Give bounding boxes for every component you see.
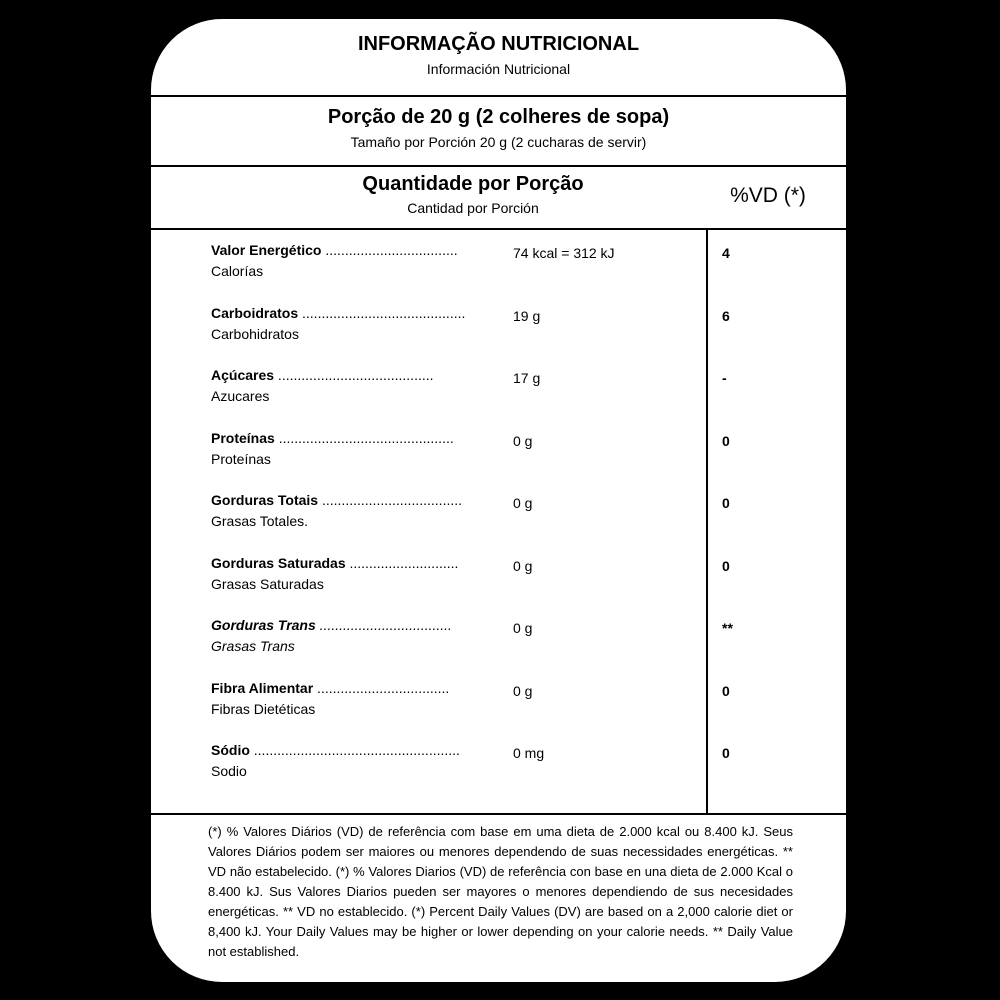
nutrient-amount: 0 g (513, 558, 533, 574)
nutrient-name: Gorduras Saturadas ............................ (211, 555, 459, 571)
divider-columns (151, 228, 846, 230)
nutrient-row-saturated-fat (151, 555, 846, 605)
nutrient-vd: 4 (722, 245, 730, 261)
nutrient-amount: 0 g (513, 620, 533, 636)
nutrient-amount: 74 kcal = 312 kJ (513, 245, 615, 261)
nutrient-name: Valor Energético .................................. (211, 242, 458, 258)
nutrient-name: Fibra Alimentar .................................. (211, 680, 450, 696)
divider-footnote (151, 813, 846, 815)
nutrient-name: Gorduras Trans .................................. (211, 617, 452, 633)
nutrient-amount: 0 mg (513, 745, 545, 761)
nutrient-name-es: Sodio (211, 763, 247, 779)
nutrient-row-total-fat (151, 492, 846, 542)
nutrient-row-fiber (151, 680, 846, 730)
nutrient-amount: 19 g (513, 308, 541, 324)
nutrient-name: Carboidratos .......................................... (211, 305, 466, 321)
nutrient-vd: 0 (722, 433, 730, 449)
divider-portion (151, 165, 846, 167)
nutrient-name-es: Calorías (211, 263, 264, 279)
portion-title: Porção de 20 g (2 colheres de sopa) (327, 106, 670, 128)
label-subtitle: Información Nutricional (426, 61, 571, 77)
label-title: INFORMAÇÃO NUTRICIONAL (357, 33, 640, 55)
nutrient-name-es: Carbohidratos (211, 326, 299, 342)
vd-header: %VD (*) (730, 184, 806, 207)
nutrient-vd: 0 (722, 683, 730, 699)
nutrient-row-energy (151, 242, 846, 292)
quantity-subtitle: Cantidad por Porción (407, 200, 539, 216)
nutrient-name: Proteínas ............................................. (211, 430, 454, 446)
nutrient-name: Gorduras Totais .................................... (211, 492, 463, 508)
portion-subtitle: Tamaño por Porción 20 g (2 cucharas de servir) (350, 134, 647, 150)
nutrient-amount: 0 g (513, 495, 533, 511)
nutrient-name: Açúcares ........................................ (211, 367, 434, 383)
footnote: (*) % Valores Diários (VD) de referência com base em uma dieta de 2.000 kcal ou 8.400 kJ. Seus Valores Diários podem ser maiores ou menores dependendo de suas necessidades energéticas. ** VD não estabelecido. (*) % Valores Diarios (VD) de referência con base en una dieta de 2.000 Kcal o 8.400 kJ. Sus Valores Diarios pueden ser mayores o menores dependiendo de sus necesidades energéticas. ** VD no establecido. (*) Percent Daily Values (DV) are based on a 2,000 calorie diet or 8,400 kJ. Your Daily Values may be higher or lower depending on your calorie needs. ** Daily Value not established. (208, 824, 793, 959)
nutrient-row-trans-fat (151, 617, 846, 667)
nutrient-amount: 0 g (513, 433, 533, 449)
nutrient-name-es: Grasas Saturadas (211, 576, 324, 592)
nutrient-vd: 0 (722, 558, 730, 574)
nutrition-facts-label (150, 18, 847, 983)
nutrient-row-sugars (151, 367, 846, 417)
quantity-title: Quantidade por Porção (362, 173, 584, 195)
nutrient-vd: ** (722, 620, 733, 636)
nutrient-amount: 17 g (513, 370, 541, 386)
nutrient-name-es: Proteínas (211, 451, 271, 467)
nutrient-row-carbs (151, 305, 846, 355)
nutrient-vd: 0 (722, 745, 730, 761)
nutrient-amount: 0 g (513, 683, 533, 699)
nutrient-vd: 6 (722, 308, 730, 324)
nutrient-name-es: Grasas Trans (211, 638, 295, 654)
nutrient-row-sodium (151, 742, 846, 792)
nutrient-name-es: Grasas Totales. (211, 513, 309, 529)
nutrient-vd: - (722, 370, 727, 386)
nutrient-name: Sódio ..................................................... (211, 742, 460, 758)
divider-header (151, 95, 846, 97)
nutrient-name-es: Fibras Dietéticas (211, 701, 316, 717)
nutrient-name-es: Azucares (211, 388, 270, 404)
nutrient-vd: 0 (722, 495, 730, 511)
nutrient-row-protein (151, 430, 846, 480)
